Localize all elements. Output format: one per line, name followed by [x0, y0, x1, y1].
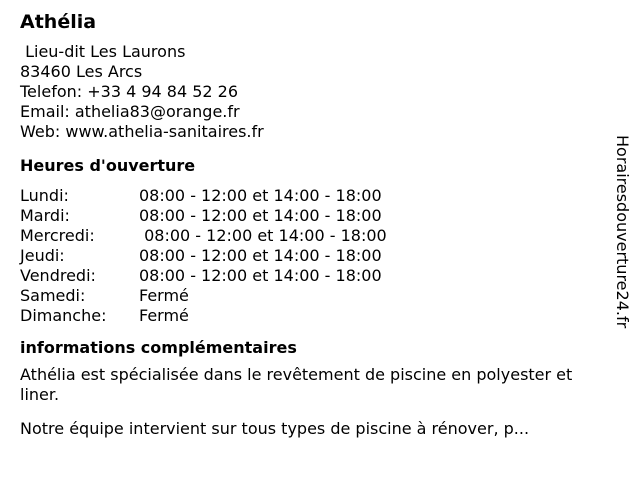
opening-hours-table [20, 186, 387, 326]
hours-row-tuesday [20, 206, 387, 226]
day-hours: Fermé [139, 306, 189, 325]
hours-row-thursday [20, 246, 387, 266]
day-hours: Fermé [139, 286, 189, 305]
business-card [20, 10, 600, 453]
watermark-text: Horairesdouverture24.fr [613, 135, 632, 329]
day-label: Mardi: [20, 206, 70, 225]
hours-row-wednesday [20, 226, 387, 246]
hours-heading: Heures d'ouverture [20, 156, 196, 175]
day-hours: 08:00 - 12:00 et 14:00 - 18:00 [139, 206, 382, 225]
day-label: Dimanche: [20, 306, 107, 325]
site-watermark [612, 135, 632, 345]
hours-row-monday [20, 186, 387, 206]
address-city: 83460 Les Arcs [20, 62, 143, 81]
address-street: Lieu-dit Les Laurons [20, 42, 186, 61]
hours-row-friday [20, 266, 387, 286]
day-hours: 08:00 - 12:00 et 14:00 - 18:00 [139, 266, 382, 285]
day-label: Mercredi: [20, 226, 95, 245]
contact-block [20, 42, 600, 142]
hours-row-sunday [20, 306, 387, 326]
info-paragraph-truncated: Notre équipe intervient sur tous types de piscine à rénover, p... [20, 419, 530, 438]
info-heading: informations complémentaires [20, 338, 297, 357]
hours-row-saturday [20, 286, 387, 306]
business-name: Athélia [20, 11, 97, 33]
day-label: Samedi: [20, 286, 86, 305]
phone-line: Telefon: +33 4 94 84 52 26 [20, 82, 239, 101]
email-line: Email: athelia83@orange.fr [20, 102, 240, 121]
day-label: Jeudi: [20, 246, 65, 265]
day-hours: 08:00 - 12:00 et 14:00 - 18:00 [139, 226, 387, 245]
day-hours: 08:00 - 12:00 et 14:00 - 18:00 [139, 186, 382, 205]
web-line: Web: www.athelia-sanitaires.fr [20, 122, 264, 141]
day-hours: 08:00 - 12:00 et 14:00 - 18:00 [139, 246, 382, 265]
day-label: Vendredi: [20, 266, 96, 285]
day-label: Lundi: [20, 186, 69, 205]
info-paragraph: Athélia est spécialisée dans le revêtement de piscine en polyester et liner. [20, 365, 573, 404]
